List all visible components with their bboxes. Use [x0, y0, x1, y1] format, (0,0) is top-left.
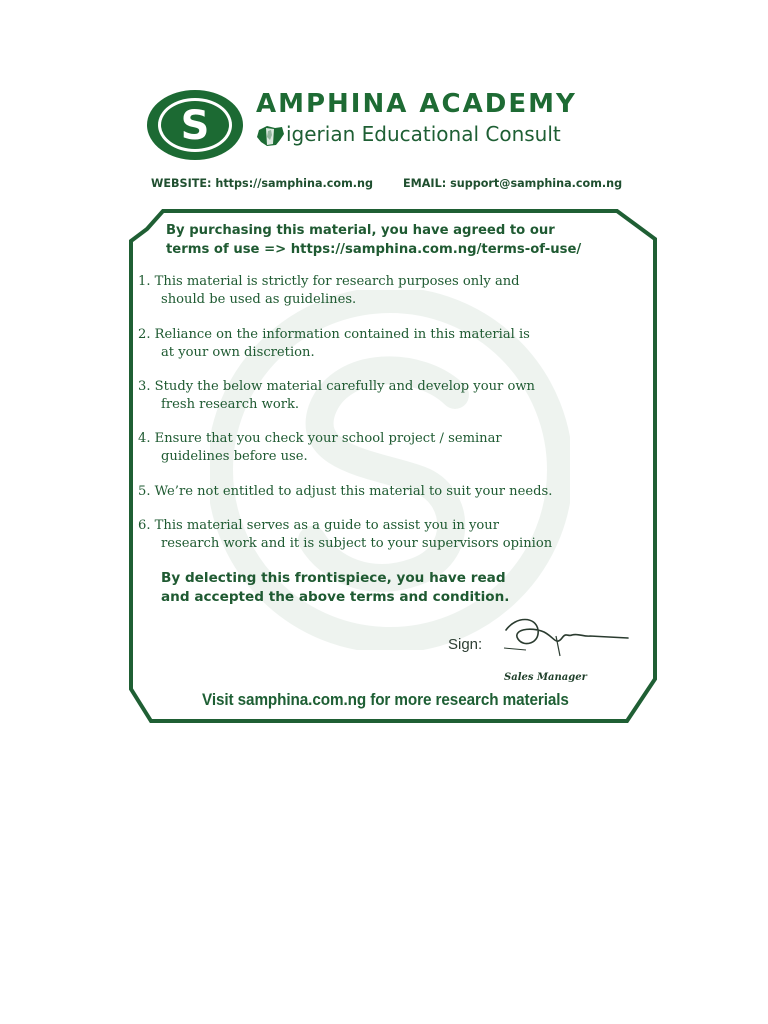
- logo-letter: S: [180, 103, 210, 149]
- term-6-line-1: 6. This material serves as a guide to assist you in your: [138, 518, 499, 533]
- intro-line-2[interactable]: terms of use => https://samphina.com.ng/terms-of-use/: [166, 242, 582, 257]
- term-4-line-1: 4. Ensure that you check your school project / seminar: [138, 431, 502, 446]
- term-item-2: [138, 326, 658, 362]
- outro-line-1: By delecting this frontispiece, you have read: [161, 570, 506, 586]
- website-text[interactable]: WEBSITE: https://samphina.com.ng: [151, 177, 373, 190]
- signer-title: Sales Manager: [504, 672, 587, 683]
- brand-subtitle: igerian Educational Consult: [286, 122, 561, 146]
- logo-svg: [146, 88, 248, 162]
- term-3-line-1: 3. Study the below material carefully and develop your own: [138, 379, 535, 394]
- term-5-line-1: 5. We’re not entitled to adjust this material to suit your needs.: [138, 484, 553, 499]
- outro-line-2: and accepted the above terms and condition.: [161, 589, 510, 605]
- term-item-3: [138, 378, 658, 414]
- intro-line-1: By purchasing this material, you have agreed to our: [166, 223, 555, 238]
- terms-intro: [166, 221, 656, 259]
- term-4-line-2: guidelines before use.: [161, 449, 308, 464]
- term-item-1: [138, 273, 658, 309]
- term-item-6: [138, 517, 658, 553]
- term-item-4: [138, 430, 658, 466]
- term-1-line-1: 1. This material is strictly for research purposes only and: [138, 274, 520, 289]
- term-item-5: [138, 483, 658, 501]
- term-3-line-2: fresh research work.: [161, 397, 300, 412]
- term-2-line-1: 2. Reliance on the information contained in this material is: [138, 327, 530, 342]
- contact-row: [151, 177, 651, 195]
- brand-title: AMPHINA ACADEMY: [256, 89, 577, 119]
- term-6-line-2: research work and it is subject to your supervisors opinion: [161, 536, 553, 551]
- handwritten-signature: [486, 612, 636, 662]
- terms-outro: [161, 569, 509, 607]
- term-1-line-2: should be used as guidelines.: [161, 292, 357, 307]
- email-text[interactable]: EMAIL: support@samphina.com.ng: [403, 177, 623, 190]
- footer-cta[interactable]: Visit samphina.com.ng for more research materials: [202, 690, 569, 709]
- term-2-line-2: at your own discretion.: [161, 345, 315, 360]
- sign-label: Sign:: [448, 636, 483, 653]
- nigeria-map-icon: [255, 124, 285, 148]
- samphina-logo-icon: [146, 88, 248, 162]
